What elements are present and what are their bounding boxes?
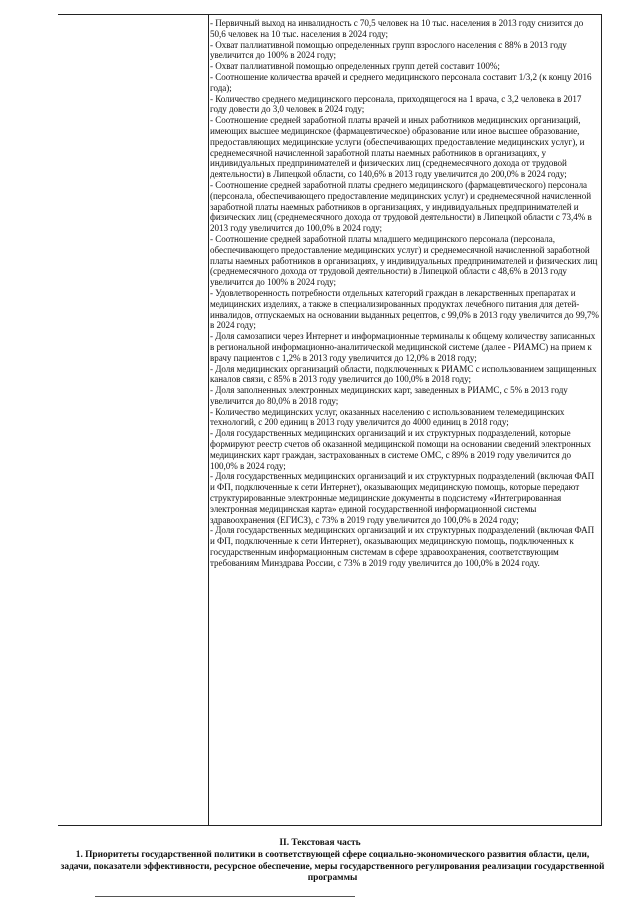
indicator-item: - Удовлетворенность потребности отдельных категорий граждан в лекарственных препаратах и медицинских изделиях, а также в специализированных продуктах лечебного питания для детей-инвалидов, отпускаемых на основании выданных рецептов, с 99,0% в 2013 году увеличится до 99,7% в 2024 году; — [210, 287, 599, 331]
indicator-item: - Доля государственных медицинских организаций и их структурных подразделений (включая ФАП и ФП, подключенные к сети Интернет), оказывающих медицинскую помощь, которые передают структурированные электронные медицинские документы в подсистему «Интегрированная электронная медицинская карта» единой государственной информационной системы здравоохранения (ЕГИСЗ), с 73% в 2019 году увеличится до 100,0% в 2024 году; — [210, 471, 595, 525]
column-divider — [208, 15, 209, 825]
indicator-item: - Соотношение средней заработной платы младшего медицинского персонала (персонала, обеспечивающего предоставление медицинских услуг) и среднемесячной начисленной заработной платы наемных работников в организациях, у индивидуальных предпринимателей и физических лиц (среднемесячного дохода от трудовой деятельности) в Липецкой области с 48,6% в 2013 году увеличится до 100% в 2024 году; — [210, 233, 598, 288]
indicator-item: - Охват паллиативной помощью определенных групп детей составит 100%; — [210, 61, 500, 72]
indicator-item: - Доля медицинских организаций области, подключенных к РИАМС с использованием защищенных каналов связи, с 85% в 2013 году увеличится до 100,0% в 2018 году; — [210, 363, 597, 385]
indicator-item: - Доля самозаписи через Интернет и информационные терминалы к общему количеству записанных в региональной информационно-аналитической медицинской системе (далее - РИАМС) на прием к врачу пациентов с 1,2% в 2013 году увеличится до 12,0% в 2018 году; — [210, 331, 596, 363]
indicator-item: - Доля заполненных электронных медицинских карт, заведенных в РИАМС, с 5% в 2013 году увеличится до 80,0% в 2018 году; — [210, 385, 568, 406]
subsection-heading: 1. Приоритеты государственной политики в соответствующей сфере социально-экономического развития области, цели, задачи, показатели эффективности, ресурсное обеспечение, меры государственного регулирования реализации государственной программы — [60, 850, 605, 883]
footer-rule — [95, 896, 355, 897]
indicator-item: - Доля государственных медицинских организаций и их структурных подразделений (включая ФАП и ФП, подключенные к сети Интернет), оказывающих медицинскую помощь, подключенных к государственным информационным системам в сфере здравоохранения, соответствующим требованиям Минздрава России, с 73% в 2019 году увеличится до 100,0% в 2024 году. — [210, 525, 595, 568]
indicator-item: - Охват паллиативной помощью определенных групп взрослого населения с 88% в 2013 году увеличится до 100% в 2024 году; — [210, 39, 567, 61]
indicator-item: - Соотношение количества врачей и среднего медицинского персонала составит 1/3,2 (к концу 2016 года); — [210, 71, 592, 93]
indicator-item: - Количество медицинских услуг, оказанных населению с использованием телемедицинских технологий, с 200 единиц в 2013 году увеличится до 4000 единиц в 2018 году; — [210, 406, 565, 428]
indicator-item: - Соотношение средней заработной платы среднего медицинского (фармацевтического) персонала (персонала, обеспечивающего предоставление медицинских услуг) и среднемесячной начисленной заработной платы наемных работников в организациях, у индивидуальных предпринимателей и физических лиц (среднемесячного дохода от трудовой деятельности) в Липецкой области с 73,4% в 2013 году увеличится до 100,0% в 2024 году; — [210, 179, 592, 234]
indicator-item: - Первичный выход на инвалидность с 70,5 человек на 10 тыс. населения в 2013 году снизится до 50,6 человек на 10 тыс. населения в 2024 году; — [210, 18, 584, 39]
indicator-item: - Доля государственных медицинских организаций и их структурных подразделений, которые формируют реестр счетов об оказанной медицинской помощи на основании сведений электронных медицинских карт граждан, застрахованных в системе ОМС, с 89% в 2019 году увеличится до 100,0% в 2024 году; — [210, 428, 592, 471]
section-heading: II. Текстовая часть — [279, 838, 361, 848]
indicator-item: - Соотношение средней заработной платы врачей и иных работников медицинских организаций, имеющих высшее медицинское (фармацевтическое) образование или иное высшее образование, предоставляющих медицинские услуги (обеспечивающих предоставление медицинских услуг), и среднемесячной начисленной заработной платы наемных работников в организациях, у индивидуальных предпринимателей и физических лиц (среднемесячного дохода от трудовой деятельности) в Липецкой области, со 140,6% в 2013 году увеличится до 200,0% в 2024 году; — [210, 115, 585, 180]
indicators-cell — [210, 18, 599, 823]
indicator-item: - Количество среднего медицинского персонала, приходящегося на 1 врача, с 3,2 человека в 2017 году довести до 3,0 человек в 2024 году; — [210, 93, 582, 115]
indicators-table — [58, 14, 602, 826]
